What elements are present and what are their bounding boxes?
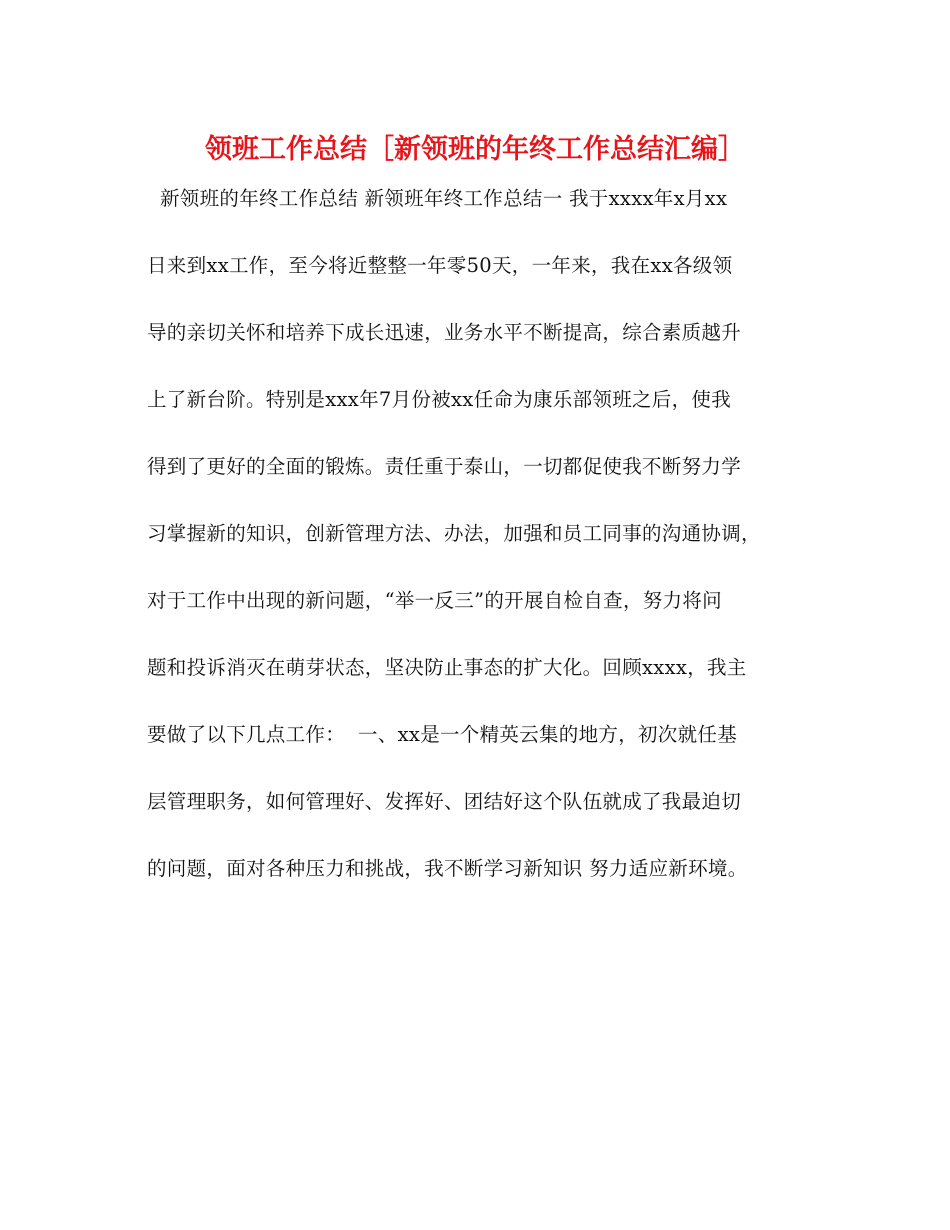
body-line: 新领班的年终工作总结 新领班年终工作总结一 我于xxxx年x月xx	[147, 187, 728, 210]
body-line: 题和投诉消灭在萌芽状态，坚决防止事态的扩大化。回顾xxxx，我主	[147, 656, 747, 679]
body-line: 层管理职务，如何管理好、发挥好、团结好这个队伍就成了我最迫切	[147, 790, 742, 813]
body-line: 要做了以下几点工作： 一、xx是一个精英云集的地方，初次就任基	[147, 723, 737, 746]
body-line: 习掌握新的知识，创新管理方法、办法，加强和员工同事的沟通协调，	[147, 522, 761, 545]
document-title: 领班工作总结［新领班的年终工作总结汇编］	[205, 134, 745, 165]
body-line: 上了新台阶。特别是xxx年7月份被xx任命为康乐部领班之后，使我	[147, 388, 731, 411]
body-line: 导的亲切关怀和培养下成长迅速，业务水平不断提高，综合素质越升	[147, 321, 742, 344]
body-line: 得到了更好的全面的锻炼。责任重于泰山，一切都促使我不断努力学	[147, 455, 742, 478]
document-body	[147, 186, 817, 923]
body-line: 对于工作中出现的新问题，“举一反三”的开展自检自查，努力将问	[147, 589, 722, 612]
body-line: 日来到xx工作，至今将近整整一年零50天，一年来，我在xx各级领	[147, 254, 733, 277]
body-line: 的问题，面对各种压力和挑战，我不断学习新知识 努力适应新环境。	[147, 857, 748, 880]
